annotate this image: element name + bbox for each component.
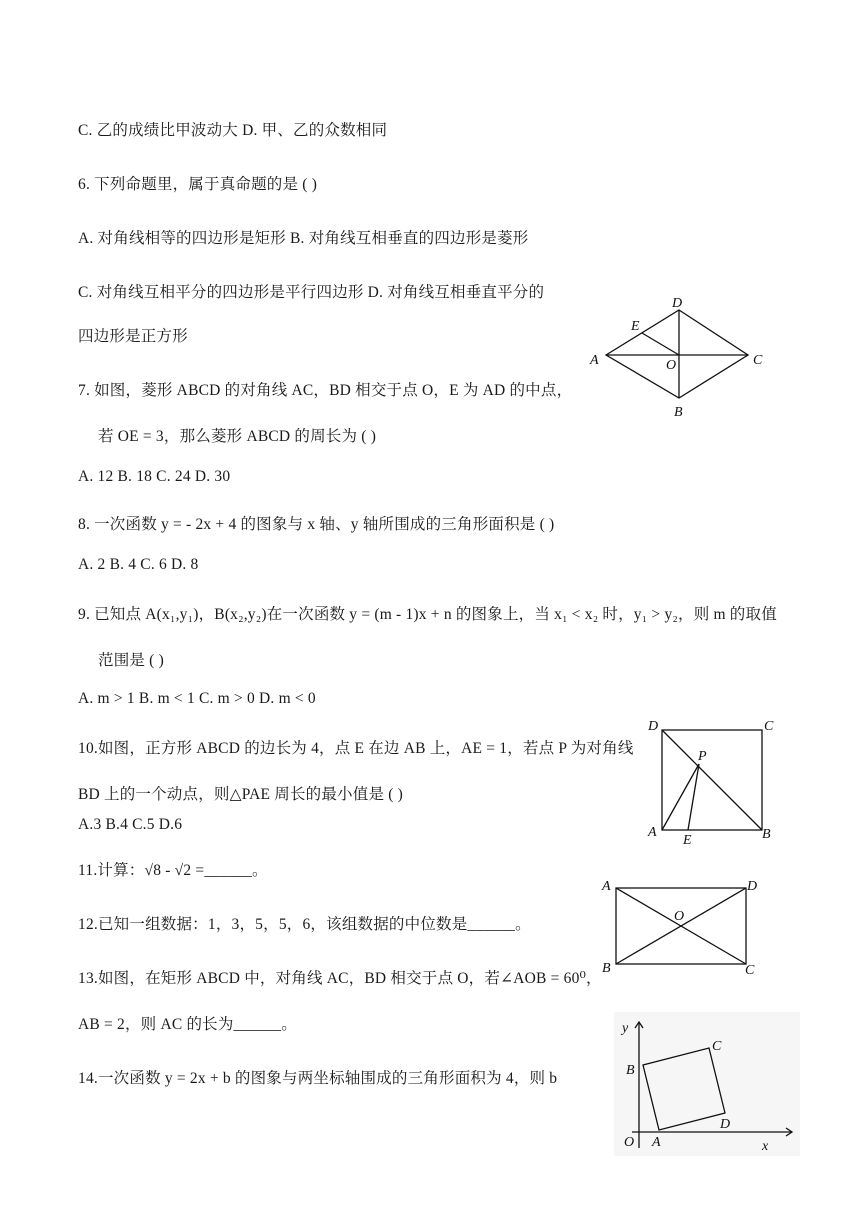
label-a: A: [602, 879, 611, 894]
q10-stem-cont: BD 上的一个动点，则△PAE 周长的最小值是 ( ): [78, 786, 404, 803]
diagonal-bd: [662, 730, 762, 830]
label-o: O: [674, 909, 685, 924]
q5-options-cd: C. 乙的成绩比甲波动大 D. 甲、乙的众数相同: [78, 122, 388, 139]
segment-oe: [642, 333, 679, 355]
label-d: D: [672, 296, 683, 311]
q10-stem: 10.如图，正方形 ABCD 的边长为 4，点 E 在边 AB 上，AE = 1，若点 P 为对角线: [78, 740, 634, 757]
q7-stem-cont: 若 OE = 3，那么菱形 ABCD 的周长为 ( ): [98, 428, 377, 445]
q10-options: A.3 B.4 C.5 D.6: [78, 816, 183, 833]
label-b: B: [674, 405, 683, 420]
label-c: C: [764, 719, 774, 734]
q12-stem: 12.已知一组数据：1，3，5，5，6，该组数据的中位数是______。: [78, 916, 531, 933]
q11-stem: 11.计算：√8 - √2 =______。: [78, 862, 268, 879]
q6-options-cd-cont: 四边形是正方形: [78, 328, 188, 345]
rectangle-figure: [598, 874, 766, 980]
q9-options: A. m > 1 B. m < 1 C. m > 0 D. m < 0: [78, 690, 316, 707]
label-c: C: [745, 963, 755, 978]
label-e: E: [631, 319, 640, 334]
label-y: y: [622, 1021, 629, 1036]
q7-options: A. 12 B. 18 C. 24 D. 30: [78, 468, 231, 485]
q6-options-cd: C. 对角线互相平分的四边形是平行四边形 D. 对角线互相垂直平分的: [78, 284, 545, 301]
label-c: C: [712, 1039, 722, 1054]
label-a: A: [590, 353, 599, 368]
q6-stem: 6. 下列命题里，属于真命题的是 ( ): [78, 176, 318, 193]
label-a: A: [652, 1135, 661, 1150]
rhombus-figure: [586, 292, 770, 422]
square-figure: [644, 712, 780, 848]
label-b: B: [762, 827, 771, 842]
label-d: D: [648, 719, 659, 734]
label-e: E: [683, 833, 692, 848]
label-p: P: [698, 749, 707, 764]
label-c: C: [753, 353, 763, 368]
q9-stem: 9. 已知点 A(x₁,y₁)，B(x₂,y₂)在一次函数 y = (m - 1)x + n 的图象上，当 x₁ < x₂ 时，y₁ > y₂，则 m 的取值: [78, 606, 777, 623]
label-b: B: [602, 961, 611, 976]
label-b: B: [626, 1063, 635, 1078]
label-d: D: [747, 879, 758, 894]
q6-options-ab: A. 对角线相等的四边形是矩形 B. 对角线互相垂直的四边形是菱形: [78, 230, 529, 247]
label-o: O: [624, 1135, 635, 1150]
label-d: D: [720, 1117, 731, 1132]
q7-stem: 7. 如图，菱形 ABCD 的对角线 AC，BD 相交于点 O，E 为 AD 的中点，: [78, 382, 573, 399]
label-o: O: [666, 358, 677, 373]
q13-stem: 13.如图，在矩形 ABCD 中，对角线 AC，BD 相交于点 O，若∠AOB = 60⁰，: [78, 970, 602, 987]
q9-stem-cont: 范围是 ( ): [98, 652, 164, 669]
label-x: x: [762, 1139, 769, 1154]
q8-options: A. 2 B. 4 C. 6 D. 8: [78, 556, 199, 573]
coordinate-square-figure: [614, 1012, 800, 1156]
tilted-square: [643, 1048, 725, 1130]
q8-stem: 8. 一次函数 y = - 2x + 4 的图象与 x 轴、y 轴所围成的三角形面积是 ( ): [78, 516, 555, 533]
q14-stem: 14.一次函数 y = 2x + b 的图象与两坐标轴围成的三角形面积为 4，则 b: [78, 1070, 558, 1087]
label-a: A: [648, 825, 657, 840]
q13-stem-cont: AB = 2，则 AC 的长为______。: [78, 1016, 297, 1033]
